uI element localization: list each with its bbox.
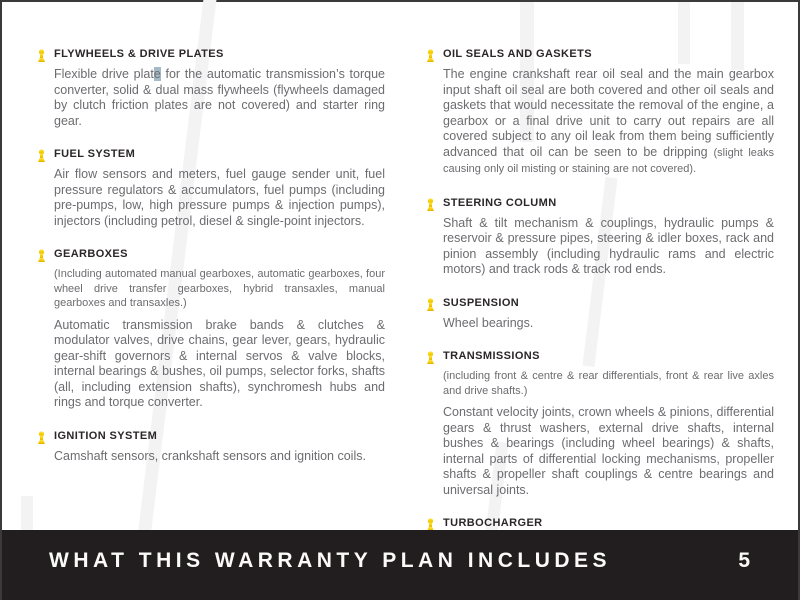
section-body: The engine crankshaft rear oil seal and the main gearbox input shaft oil seal are both covered and other oil seals and gaskets that would necessitate the removal of the engine, a gearbox or a final drive unit to carry out repairs are all covered subject to any oil leak from them being sufficiently advanced that oil can be seen to be dripping (slight leaks causing only oil misting or staining are not covered). [443, 67, 775, 175]
section-heading: STEERING COLUMN [443, 196, 557, 209]
section-heading: FUEL SYSTEM [54, 148, 136, 160]
section-fuel-system [36, 148, 385, 229]
content-columns [36, 48, 774, 571]
section-heading: TRANSMISSIONS [443, 350, 540, 362]
spanner-icon [425, 198, 437, 212]
section-heading: GEARBOXES [54, 248, 128, 260]
section-note: (Including automated manual gearboxes, automatic gearboxes, four wheel drive transfer gearboxes, hybrid transaxles, manual gearboxes and transaxles.) [54, 268, 385, 309]
section-heading: SUSPENSION [443, 296, 520, 309]
right-column [425, 48, 774, 571]
section-ignition-system [36, 430, 385, 465]
spanner-icon [36, 249, 48, 263]
text-cursor-highlight: e [153, 67, 161, 81]
spanner-icon [36, 431, 48, 445]
section-body: Flexible drive plate for the automatic transmission’s torque converter, solid & dual mass flywheels (flywheels damaged by clutch friction plates are not covered) and starter ring gear. [54, 67, 385, 128]
spanner-icon [36, 49, 48, 63]
section-flywheels-drive-plates [36, 48, 385, 129]
section-note: (including front & centre & rear differentials, front & rear live axles and drive shafts.) [443, 370, 774, 397]
section-footnote: (slight leaks causing only oil misting or staining are not covered). [443, 146, 775, 175]
section-suspension [425, 297, 774, 332]
section-body: Wheel bearings. [443, 315, 534, 330]
spanner-icon [36, 149, 48, 163]
footer-title: WHAT THIS WARRANTY PLAN INCLUDES [49, 549, 612, 572]
section-body: Constant velocity joints, crown wheels & pinions, differential gears & thrust washers, external drive shafts, internal bushes & bearings (including wheel bearings) & shafts, internal parts of differential locking mechanisms, propeller shafts & propeller shaft couplings & centre bearings and universal joints. [443, 405, 774, 497]
section-heading: IGNITION SYSTEM [54, 429, 158, 442]
spanner-icon [425, 351, 437, 365]
spanner-icon [425, 49, 437, 63]
section-body: Shaft & tilt mechanism & couplings, hydraulic pumps & reservoir & pressure pipes, steering & idler boxes, rack and pinion assembly (including hydraulic rams and electric motors) and track rods & track rod ends. [443, 215, 774, 276]
section-oil-seals-gaskets [425, 48, 774, 178]
spanner-icon [425, 298, 437, 312]
page-number: 5 [738, 549, 751, 572]
section-body: Camshaft sensors, crankshaft sensors and ignition coils. [54, 448, 366, 463]
section-steering-column [425, 197, 774, 278]
footer-bar [2, 530, 798, 600]
section-body: Automatic transmission brake bands & clutches & modulator valves, drive chains, gear lever, gears, hydraulic gear-shift governors & internal servos & valve blocks, internal bearings & bushes, oil pumps, selector forks, shafts (all, including extension shafts), synchromesh hubs and rings and torque converter. [54, 317, 385, 409]
section-heading: FLYWHEELS & DRIVE PLATES [54, 48, 224, 60]
left-column [36, 48, 385, 571]
section-heading: TURBOCHARGER [443, 517, 543, 529]
section-transmissions [425, 350, 774, 498]
section-heading: OIL SEALS AND GASKETS [443, 48, 592, 60]
watermark-stripe [21, 496, 33, 532]
section-body: Air flow sensors and meters, fuel gauge sender unit, fuel pressure regulators & accumulators, fuel pumps (including pre-pumps, low, high pressure pumps & injection pumps), injectors (including petrol, diesel & single-point injectors. [54, 167, 385, 228]
section-gearboxes [36, 248, 385, 411]
